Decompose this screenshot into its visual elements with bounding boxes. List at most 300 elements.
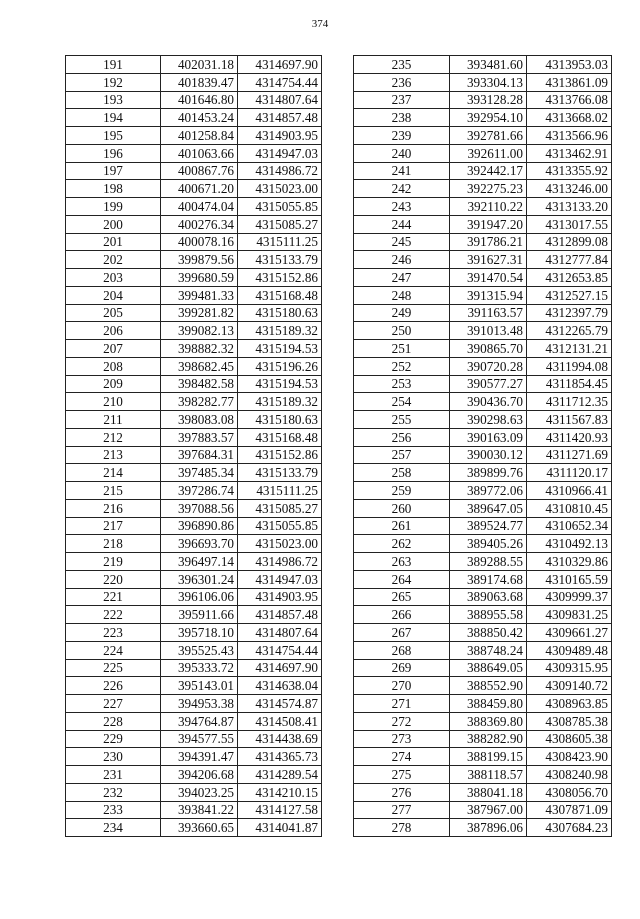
- table-row: [354, 144, 612, 162]
- y-coordinate-cell: 4314365.73: [238, 748, 322, 766]
- table-row: [66, 215, 322, 233]
- point-number-cell: 219: [66, 553, 161, 571]
- x-coordinate-cell: 392275.23: [450, 180, 527, 198]
- table-row: [354, 446, 612, 464]
- y-coordinate-cell: 4308056.70: [527, 783, 612, 801]
- point-number-cell: 237: [354, 91, 450, 109]
- y-coordinate-cell: 4314857.48: [238, 606, 322, 624]
- table-row: [354, 340, 612, 358]
- y-coordinate-cell: 4308785.38: [527, 712, 612, 730]
- point-number-cell: 244: [354, 215, 450, 233]
- y-coordinate-cell: 4310966.41: [527, 482, 612, 500]
- x-coordinate-cell: 390865.70: [450, 340, 527, 358]
- y-coordinate-cell: 4315055.85: [238, 198, 322, 216]
- table-row: [66, 375, 322, 393]
- x-coordinate-cell: 391947.20: [450, 215, 527, 233]
- x-coordinate-cell: 388649.05: [450, 659, 527, 677]
- x-coordinate-cell: 389772.06: [450, 482, 527, 500]
- table-row: [354, 180, 612, 198]
- x-coordinate-cell: 388041.18: [450, 783, 527, 801]
- y-coordinate-cell: 4313246.00: [527, 180, 612, 198]
- y-coordinate-cell: 4314754.44: [238, 641, 322, 659]
- point-number-cell: 208: [66, 357, 161, 375]
- y-coordinate-cell: 4314041.87: [238, 819, 322, 837]
- point-number-cell: 215: [66, 482, 161, 500]
- point-number-cell: 251: [354, 340, 450, 358]
- point-number-cell: 213: [66, 446, 161, 464]
- y-coordinate-cell: 4311994.08: [527, 357, 612, 375]
- x-coordinate-cell: 390436.70: [450, 393, 527, 411]
- y-coordinate-cell: 4310165.59: [527, 570, 612, 588]
- table-row: [66, 659, 322, 677]
- point-number-cell: 225: [66, 659, 161, 677]
- y-coordinate-cell: 4314697.90: [238, 659, 322, 677]
- point-number-cell: 232: [66, 783, 161, 801]
- table-row: [66, 109, 322, 127]
- x-coordinate-cell: 388850.42: [450, 624, 527, 642]
- point-number-cell: 272: [354, 712, 450, 730]
- point-number-cell: 236: [354, 73, 450, 91]
- y-coordinate-cell: 4314754.44: [238, 73, 322, 91]
- x-coordinate-cell: 399082.13: [161, 322, 238, 340]
- point-number-cell: 204: [66, 286, 161, 304]
- point-number-cell: 273: [354, 730, 450, 748]
- x-coordinate-cell: 392611.00: [450, 144, 527, 162]
- table-row: [354, 517, 612, 535]
- x-coordinate-cell: 388459.80: [450, 695, 527, 713]
- table-row: [354, 357, 612, 375]
- table-row: [66, 801, 322, 819]
- y-coordinate-cell: 4315111.25: [238, 482, 322, 500]
- x-coordinate-cell: 388369.80: [450, 712, 527, 730]
- point-number-cell: 201: [66, 233, 161, 251]
- point-number-cell: 233: [66, 801, 161, 819]
- x-coordinate-cell: 396890.86: [161, 517, 238, 535]
- y-coordinate-cell: 4308963.85: [527, 695, 612, 713]
- table-row: [354, 286, 612, 304]
- table-row: [354, 233, 612, 251]
- x-coordinate-cell: 393660.65: [161, 819, 238, 837]
- table-row: [354, 375, 612, 393]
- y-coordinate-cell: 4313566.96: [527, 127, 612, 145]
- point-number-cell: 193: [66, 91, 161, 109]
- y-coordinate-cell: 4309661.27: [527, 624, 612, 642]
- point-number-cell: 277: [354, 801, 450, 819]
- x-coordinate-cell: 389524.77: [450, 517, 527, 535]
- y-coordinate-cell: 4314857.48: [238, 109, 322, 127]
- point-number-cell: 250: [354, 322, 450, 340]
- point-number-cell: 230: [66, 748, 161, 766]
- point-number-cell: 235: [354, 56, 450, 74]
- y-coordinate-cell: 4313953.03: [527, 56, 612, 74]
- point-number-cell: 228: [66, 712, 161, 730]
- point-number-cell: 253: [354, 375, 450, 393]
- table-row: [354, 677, 612, 695]
- y-coordinate-cell: 4315189.32: [238, 322, 322, 340]
- table-row: [354, 730, 612, 748]
- y-coordinate-cell: 4309999.37: [527, 588, 612, 606]
- point-number-cell: 205: [66, 304, 161, 322]
- point-number-cell: 239: [354, 127, 450, 145]
- table-row: [66, 482, 322, 500]
- point-number-cell: 243: [354, 198, 450, 216]
- point-number-cell: 249: [354, 304, 450, 322]
- point-number-cell: 191: [66, 56, 161, 74]
- x-coordinate-cell: 401646.80: [161, 91, 238, 109]
- y-coordinate-cell: 4314986.72: [238, 553, 322, 571]
- x-coordinate-cell: 388199.15: [450, 748, 527, 766]
- table-row: [66, 269, 322, 287]
- point-number-cell: 209: [66, 375, 161, 393]
- x-coordinate-cell: 391315.94: [450, 286, 527, 304]
- y-coordinate-cell: 4315085.27: [238, 499, 322, 517]
- table-row: [354, 801, 612, 819]
- point-number-cell: 262: [354, 535, 450, 553]
- table-row: [66, 127, 322, 145]
- x-coordinate-cell: 394391.47: [161, 748, 238, 766]
- point-number-cell: 275: [354, 766, 450, 784]
- point-number-cell: 247: [354, 269, 450, 287]
- point-number-cell: 261: [354, 517, 450, 535]
- table-row: [354, 269, 612, 287]
- y-coordinate-cell: 4315196.26: [238, 357, 322, 375]
- x-coordinate-cell: 398682.45: [161, 357, 238, 375]
- table-row: [66, 304, 322, 322]
- y-coordinate-cell: 4315023.00: [238, 180, 322, 198]
- table-row: [66, 144, 322, 162]
- x-coordinate-cell: 396301.24: [161, 570, 238, 588]
- table-row: [354, 162, 612, 180]
- x-coordinate-cell: 390163.09: [450, 428, 527, 446]
- point-number-cell: 238: [354, 109, 450, 127]
- point-number-cell: 248: [354, 286, 450, 304]
- point-number-cell: 271: [354, 695, 450, 713]
- point-number-cell: 263: [354, 553, 450, 571]
- x-coordinate-cell: 394953.38: [161, 695, 238, 713]
- table-row: [354, 695, 612, 713]
- table-row: [66, 411, 322, 429]
- y-coordinate-cell: 4313355.92: [527, 162, 612, 180]
- x-coordinate-cell: 398282.77: [161, 393, 238, 411]
- x-coordinate-cell: 392954.10: [450, 109, 527, 127]
- x-coordinate-cell: 401453.24: [161, 109, 238, 127]
- point-number-cell: 267: [354, 624, 450, 642]
- x-coordinate-cell: 388955.58: [450, 606, 527, 624]
- y-coordinate-cell: 4315111.25: [238, 233, 322, 251]
- y-coordinate-cell: 4315133.79: [238, 251, 322, 269]
- y-coordinate-cell: 4308240.98: [527, 766, 612, 784]
- x-coordinate-cell: 391013.48: [450, 322, 527, 340]
- table-row: [66, 553, 322, 571]
- point-number-cell: 270: [354, 677, 450, 695]
- table-row: [66, 677, 322, 695]
- x-coordinate-cell: 401063.66: [161, 144, 238, 162]
- table-row: [354, 766, 612, 784]
- table-row: [66, 535, 322, 553]
- x-coordinate-cell: 395333.72: [161, 659, 238, 677]
- table-row: [66, 730, 322, 748]
- point-number-cell: 252: [354, 357, 450, 375]
- x-coordinate-cell: 400078.16: [161, 233, 238, 251]
- x-coordinate-cell: 390577.27: [450, 375, 527, 393]
- table-row: [66, 783, 322, 801]
- y-coordinate-cell: 4310492.13: [527, 535, 612, 553]
- point-number-cell: 240: [354, 144, 450, 162]
- x-coordinate-cell: 395718.10: [161, 624, 238, 642]
- x-coordinate-cell: 397286.74: [161, 482, 238, 500]
- y-coordinate-cell: 4311567.83: [527, 411, 612, 429]
- point-number-cell: 195: [66, 127, 161, 145]
- point-number-cell: 207: [66, 340, 161, 358]
- y-coordinate-cell: 4311120.17: [527, 464, 612, 482]
- x-coordinate-cell: 392781.66: [450, 127, 527, 145]
- table-row: [354, 624, 612, 642]
- y-coordinate-cell: 4307684.23: [527, 819, 612, 837]
- y-coordinate-cell: 4313668.02: [527, 109, 612, 127]
- x-coordinate-cell: 396106.06: [161, 588, 238, 606]
- table-row: [66, 624, 322, 642]
- x-coordinate-cell: 387967.00: [450, 801, 527, 819]
- table-row: [66, 322, 322, 340]
- x-coordinate-cell: 391163.57: [450, 304, 527, 322]
- y-coordinate-cell: 4314127.58: [238, 801, 322, 819]
- point-number-cell: 245: [354, 233, 450, 251]
- y-coordinate-cell: 4312653.85: [527, 269, 612, 287]
- point-number-cell: 221: [66, 588, 161, 606]
- y-coordinate-cell: 4315168.48: [238, 428, 322, 446]
- y-coordinate-cell: 4314947.03: [238, 570, 322, 588]
- table-row: [354, 588, 612, 606]
- y-coordinate-cell: 4311271.69: [527, 446, 612, 464]
- y-coordinate-cell: 4312397.79: [527, 304, 612, 322]
- x-coordinate-cell: 389174.68: [450, 570, 527, 588]
- point-number-cell: 212: [66, 428, 161, 446]
- x-coordinate-cell: 399680.59: [161, 269, 238, 287]
- x-coordinate-cell: 389405.26: [450, 535, 527, 553]
- point-number-cell: 268: [354, 641, 450, 659]
- point-number-cell: 255: [354, 411, 450, 429]
- table-row: [354, 570, 612, 588]
- table-row: [66, 517, 322, 535]
- x-coordinate-cell: 397684.31: [161, 446, 238, 464]
- y-coordinate-cell: 4310329.86: [527, 553, 612, 571]
- x-coordinate-cell: 400867.76: [161, 162, 238, 180]
- table-row: [354, 464, 612, 482]
- x-coordinate-cell: 390030.12: [450, 446, 527, 464]
- point-number-cell: 241: [354, 162, 450, 180]
- y-coordinate-cell: 4309140.72: [527, 677, 612, 695]
- point-number-cell: 206: [66, 322, 161, 340]
- table-row: [66, 748, 322, 766]
- table-row: [66, 641, 322, 659]
- table-row: [66, 464, 322, 482]
- table-row: [66, 357, 322, 375]
- y-coordinate-cell: 4315180.63: [238, 304, 322, 322]
- point-number-cell: 257: [354, 446, 450, 464]
- table-row: [66, 446, 322, 464]
- table-row: [354, 553, 612, 571]
- table-row: [66, 606, 322, 624]
- y-coordinate-cell: 4313861.09: [527, 73, 612, 91]
- x-coordinate-cell: 388748.24: [450, 641, 527, 659]
- point-number-cell: 242: [354, 180, 450, 198]
- point-number-cell: 258: [354, 464, 450, 482]
- x-coordinate-cell: 388282.90: [450, 730, 527, 748]
- table-row: [66, 340, 322, 358]
- y-coordinate-cell: 4314638.04: [238, 677, 322, 695]
- point-number-cell: 256: [354, 428, 450, 446]
- y-coordinate-cell: 4314807.64: [238, 624, 322, 642]
- point-number-cell: 274: [354, 748, 450, 766]
- x-coordinate-cell: 401258.84: [161, 127, 238, 145]
- point-number-cell: 194: [66, 109, 161, 127]
- table-row: [354, 251, 612, 269]
- table-row: [66, 499, 322, 517]
- y-coordinate-cell: 4313133.20: [527, 198, 612, 216]
- x-coordinate-cell: 396693.70: [161, 535, 238, 553]
- x-coordinate-cell: 390298.63: [450, 411, 527, 429]
- point-number-cell: 200: [66, 215, 161, 233]
- table-row: [66, 819, 322, 837]
- point-number-cell: 222: [66, 606, 161, 624]
- y-coordinate-cell: 4307871.09: [527, 801, 612, 819]
- y-coordinate-cell: 4315152.86: [238, 446, 322, 464]
- table-row: [354, 91, 612, 109]
- y-coordinate-cell: 4312899.08: [527, 233, 612, 251]
- coordinates-table-left: [65, 55, 322, 837]
- y-coordinate-cell: 4313766.08: [527, 91, 612, 109]
- table-row: [354, 109, 612, 127]
- y-coordinate-cell: 4315189.32: [238, 393, 322, 411]
- point-number-cell: 254: [354, 393, 450, 411]
- point-number-cell: 223: [66, 624, 161, 642]
- y-coordinate-cell: 4314947.03: [238, 144, 322, 162]
- y-coordinate-cell: 4315194.53: [238, 375, 322, 393]
- table-row: [66, 251, 322, 269]
- x-coordinate-cell: 395525.43: [161, 641, 238, 659]
- table-row: [354, 127, 612, 145]
- table-row: [354, 428, 612, 446]
- table-row: [354, 482, 612, 500]
- x-coordinate-cell: 393841.22: [161, 801, 238, 819]
- y-coordinate-cell: 4310652.34: [527, 517, 612, 535]
- y-coordinate-cell: 4315168.48: [238, 286, 322, 304]
- y-coordinate-cell: 4310810.45: [527, 499, 612, 517]
- y-coordinate-cell: 4313017.55: [527, 215, 612, 233]
- y-coordinate-cell: 4308605.38: [527, 730, 612, 748]
- x-coordinate-cell: 390720.28: [450, 357, 527, 375]
- table-row: [354, 73, 612, 91]
- table-row: [354, 56, 612, 74]
- x-coordinate-cell: 393481.60: [450, 56, 527, 74]
- point-number-cell: 234: [66, 819, 161, 837]
- y-coordinate-cell: 4312131.21: [527, 340, 612, 358]
- point-number-cell: 260: [354, 499, 450, 517]
- y-coordinate-cell: 4314438.69: [238, 730, 322, 748]
- table-row: [354, 641, 612, 659]
- table-row: [66, 588, 322, 606]
- x-coordinate-cell: 388118.57: [450, 766, 527, 784]
- x-coordinate-cell: 389647.05: [450, 499, 527, 517]
- table-row: [66, 766, 322, 784]
- table-row: [354, 393, 612, 411]
- y-coordinate-cell: 4315194.53: [238, 340, 322, 358]
- y-coordinate-cell: 4314697.90: [238, 56, 322, 74]
- y-coordinate-cell: 4309831.25: [527, 606, 612, 624]
- x-coordinate-cell: 394023.25: [161, 783, 238, 801]
- x-coordinate-cell: 399481.33: [161, 286, 238, 304]
- point-number-cell: 278: [354, 819, 450, 837]
- table-row: [66, 695, 322, 713]
- y-coordinate-cell: 4315133.79: [238, 464, 322, 482]
- table-row: [354, 606, 612, 624]
- x-coordinate-cell: 395911.66: [161, 606, 238, 624]
- x-coordinate-cell: 401839.47: [161, 73, 238, 91]
- table-row: [66, 198, 322, 216]
- x-coordinate-cell: 393128.28: [450, 91, 527, 109]
- table-row: [66, 162, 322, 180]
- x-coordinate-cell: 394577.55: [161, 730, 238, 748]
- y-coordinate-cell: 4315085.27: [238, 215, 322, 233]
- x-coordinate-cell: 391627.31: [450, 251, 527, 269]
- x-coordinate-cell: 396497.14: [161, 553, 238, 571]
- x-coordinate-cell: 400276.34: [161, 215, 238, 233]
- table-row: [66, 570, 322, 588]
- point-number-cell: 229: [66, 730, 161, 748]
- table-row: [354, 304, 612, 322]
- table-row: [354, 535, 612, 553]
- point-number-cell: 265: [354, 588, 450, 606]
- point-number-cell: 214: [66, 464, 161, 482]
- x-coordinate-cell: 389063.68: [450, 588, 527, 606]
- y-coordinate-cell: 4314986.72: [238, 162, 322, 180]
- point-number-cell: 199: [66, 198, 161, 216]
- table-row: [66, 393, 322, 411]
- table-row: [66, 91, 322, 109]
- table-row: [66, 73, 322, 91]
- table-row: [66, 712, 322, 730]
- x-coordinate-cell: 394206.68: [161, 766, 238, 784]
- x-coordinate-cell: 392110.22: [450, 198, 527, 216]
- x-coordinate-cell: 392442.17: [450, 162, 527, 180]
- y-coordinate-cell: 4312265.79: [527, 322, 612, 340]
- point-number-cell: 216: [66, 499, 161, 517]
- table-row: [354, 712, 612, 730]
- point-number-cell: 226: [66, 677, 161, 695]
- y-coordinate-cell: 4312527.15: [527, 286, 612, 304]
- y-coordinate-cell: 4314574.87: [238, 695, 322, 713]
- point-number-cell: 264: [354, 570, 450, 588]
- table-row: [66, 233, 322, 251]
- x-coordinate-cell: 397883.57: [161, 428, 238, 446]
- y-coordinate-cell: 4314903.95: [238, 588, 322, 606]
- point-number-cell: 203: [66, 269, 161, 287]
- table-row: [66, 286, 322, 304]
- x-coordinate-cell: 399281.82: [161, 304, 238, 322]
- table-row: [354, 411, 612, 429]
- x-coordinate-cell: 399879.56: [161, 251, 238, 269]
- table-row: [354, 748, 612, 766]
- x-coordinate-cell: 400671.20: [161, 180, 238, 198]
- y-coordinate-cell: 4313462.91: [527, 144, 612, 162]
- point-number-cell: 266: [354, 606, 450, 624]
- point-number-cell: 196: [66, 144, 161, 162]
- x-coordinate-cell: 398882.32: [161, 340, 238, 358]
- point-number-cell: 218: [66, 535, 161, 553]
- table-row: [354, 322, 612, 340]
- point-number-cell: 217: [66, 517, 161, 535]
- y-coordinate-cell: 4314210.15: [238, 783, 322, 801]
